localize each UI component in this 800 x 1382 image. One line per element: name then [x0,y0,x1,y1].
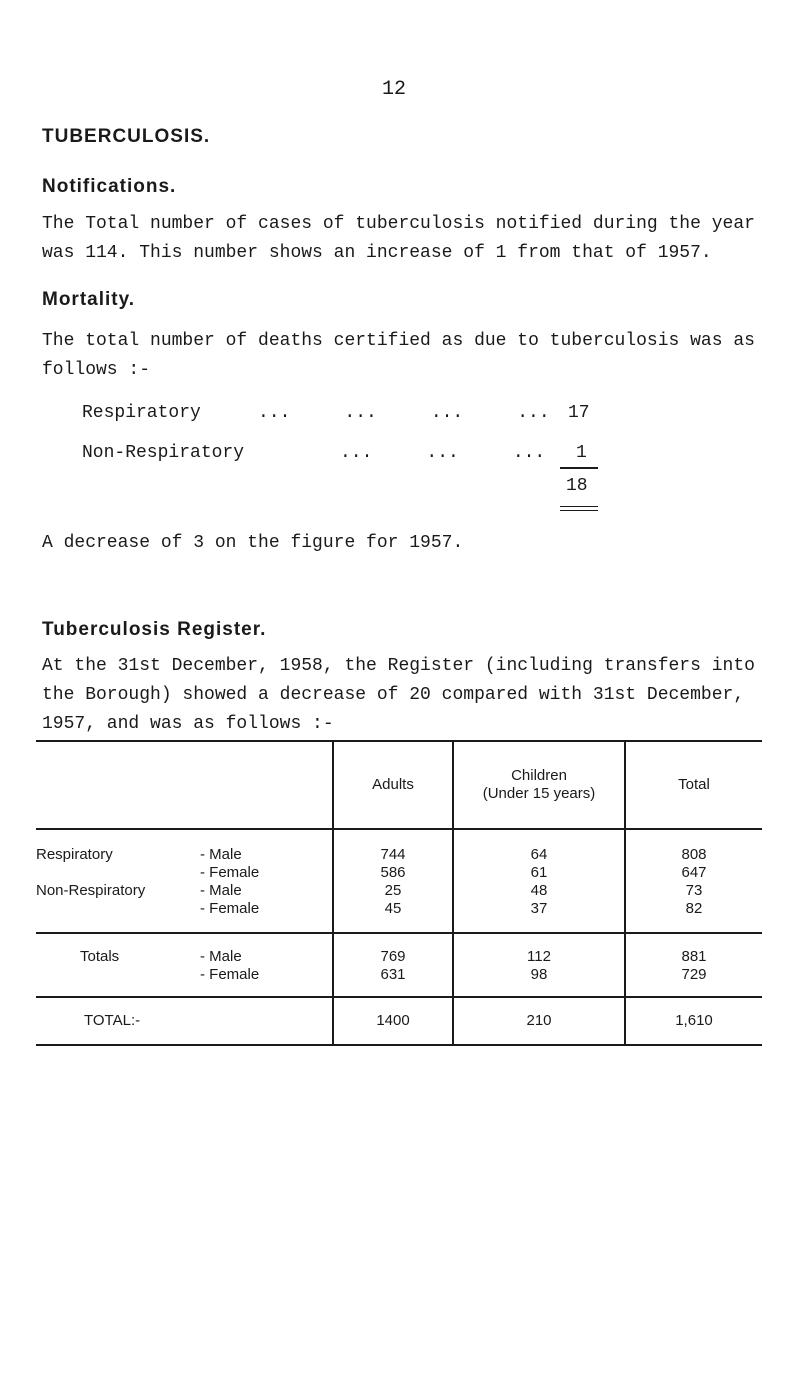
adults-value: 25 [384,882,402,899]
grand-children: 210 [453,997,625,1045]
mortality-respiratory-value: 17 [568,403,590,423]
adults-cell [333,829,453,933]
table-row-totals [36,933,762,997]
adults-value: 631 [380,966,406,983]
total-value: 808 [681,846,707,863]
mortality-respiratory-dots: ... ... ... ... [258,403,550,423]
children-value: 48 [530,882,548,899]
row-sublabel: - Female [200,966,260,983]
total-cell [625,933,762,997]
adults-value: 769 [380,948,406,965]
double-rule-bottom [560,510,598,511]
total-value: 881 [681,948,707,965]
children-value: 61 [530,864,548,881]
grand-total: 1,610 [625,997,762,1045]
adults-value: 744 [380,846,406,863]
mortality-note: A decrease of 3 on the figure for 1957. [42,533,464,553]
register-paragraph: At the 31st December, 1958, the Register (including transfers into the Borough) showed a decrease of 20 compared with 31st December, 1957, and was as follows :- [42,656,755,734]
total-value: 73 [685,882,703,899]
mortality-title: Mortality. [42,289,136,310]
row-label: Respiratory [36,846,113,863]
mortality-paragraph: The total number of deaths certified as due to tuberculosis was as follows :- [42,331,755,380]
notifications-paragraph: The Total number of cases of tuberculosis notified during the year was 114. This number shows an increase of 1 from that of 1957. [42,214,755,263]
sum-rule [560,467,598,469]
register-title: Tuberculosis Register. [42,619,267,640]
notifications-title: Notifications. [42,176,177,197]
header-total: Total [625,741,762,829]
row-label [36,864,200,882]
header-children [453,741,625,829]
section-heading: TUBERCULOSIS. [42,126,211,147]
header-children-sub: (Under 15 years) [482,785,596,802]
mortality-nonrespiratory-label: Non-Respiratory [82,443,245,463]
row-label: Totals [80,948,120,965]
row-sublabel: - Male [200,948,242,965]
header-adults: Adults [333,741,453,829]
header-children-label: Children [511,767,567,784]
mortality-respiratory-label: Respiratory [82,403,201,423]
children-value: 37 [530,900,548,917]
row-label [36,900,200,918]
row-label: Non-Respiratory [36,882,146,899]
total-value: 729 [681,966,707,983]
total-cell [625,829,762,933]
children-value: 112 [527,948,551,965]
adults-value: 45 [384,900,402,917]
grand-adults: 1400 [333,997,453,1045]
adults-value: 586 [380,864,406,881]
row-sublabel: - Male [200,846,242,863]
adults-cell [333,933,453,997]
mortality-nonrespiratory-value: 1 [576,443,587,463]
table-row-categories [36,829,762,933]
row-sublabel: - Female [200,900,260,917]
mortality-nonrespiratory-dots: ... ... ... [340,443,546,463]
total-value: 82 [685,900,703,917]
grand-total-label: TOTAL:- [36,997,333,1045]
children-value: 98 [530,966,548,983]
header-blank [36,741,333,829]
total-value: 647 [681,864,707,881]
page-number: 12 [382,78,407,101]
children-value: 64 [530,846,548,863]
children-cell [453,933,625,997]
table-row-grand-total [36,997,762,1045]
row-label [36,966,200,984]
row-sublabel: - Male [200,882,242,899]
row-sublabel: - Female [200,864,260,881]
register-table [36,740,762,1029]
double-rule-top [560,506,598,507]
children-cell [453,829,625,933]
mortality-total: 18 [566,476,588,496]
